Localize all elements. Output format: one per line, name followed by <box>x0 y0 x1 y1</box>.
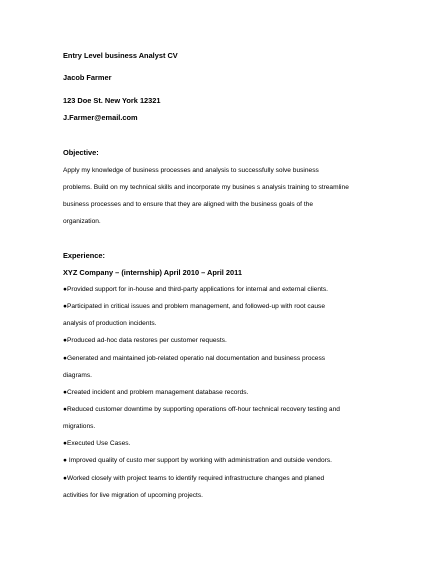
document-title: Entry Level business Analyst CV <box>63 51 178 60</box>
experience-line: ●Provided support for in-house and third-party applications for internal and external clients. <box>63 286 328 293</box>
experience-line: ●Worked closely with project teams to identify required infrastructure changes and planed <box>63 475 325 482</box>
objective-heading: Objective: <box>63 148 99 157</box>
objective-line: Apply my knowledge of business processes and analysis to successfully solve business <box>63 167 319 174</box>
objective-line: business processes and to ensure that they are aligned with the business goals of the <box>63 201 313 208</box>
candidate-email: J.Farmer@email.com <box>63 113 138 122</box>
experience-line: diagrams. <box>63 372 92 379</box>
experience-line: ●Created incident and problem management database records. <box>63 389 249 396</box>
objective-line: organization. <box>63 218 101 225</box>
experience-line: ●Produced ad-hoc data restores per customer requests. <box>63 337 227 344</box>
experience-line: ●Participated in critical issues and problem management, and followed-up with root cause <box>63 303 326 310</box>
objective-line: problems. Build on my technical skills and incorporate my busines s analysis training to streamline <box>63 184 349 191</box>
experience-line: migrations. <box>63 423 96 430</box>
experience-line: analysis of production incidents. <box>63 320 157 327</box>
experience-line: activities for live migration of upcoming projects. <box>63 492 203 499</box>
candidate-address: 123 Doe St. New York 12321 <box>63 96 161 105</box>
experience-line: ●Executed Use Cases. <box>63 440 131 447</box>
experience-line: ●Reduced customer downtime by supporting operations off-hour technical recovery testing and <box>63 406 340 413</box>
experience-heading: Experience: <box>63 251 105 260</box>
candidate-name: Jacob Farmer <box>63 73 112 82</box>
job-title: XYZ Company – (internship) April 2010 – April 2011 <box>63 268 242 277</box>
experience-line: ● Improved quality of custo mer support by working with administration and outside vendors. <box>63 457 332 464</box>
experience-line: ●Generated and maintained job-related operatio nal documentation and business process <box>63 355 326 362</box>
